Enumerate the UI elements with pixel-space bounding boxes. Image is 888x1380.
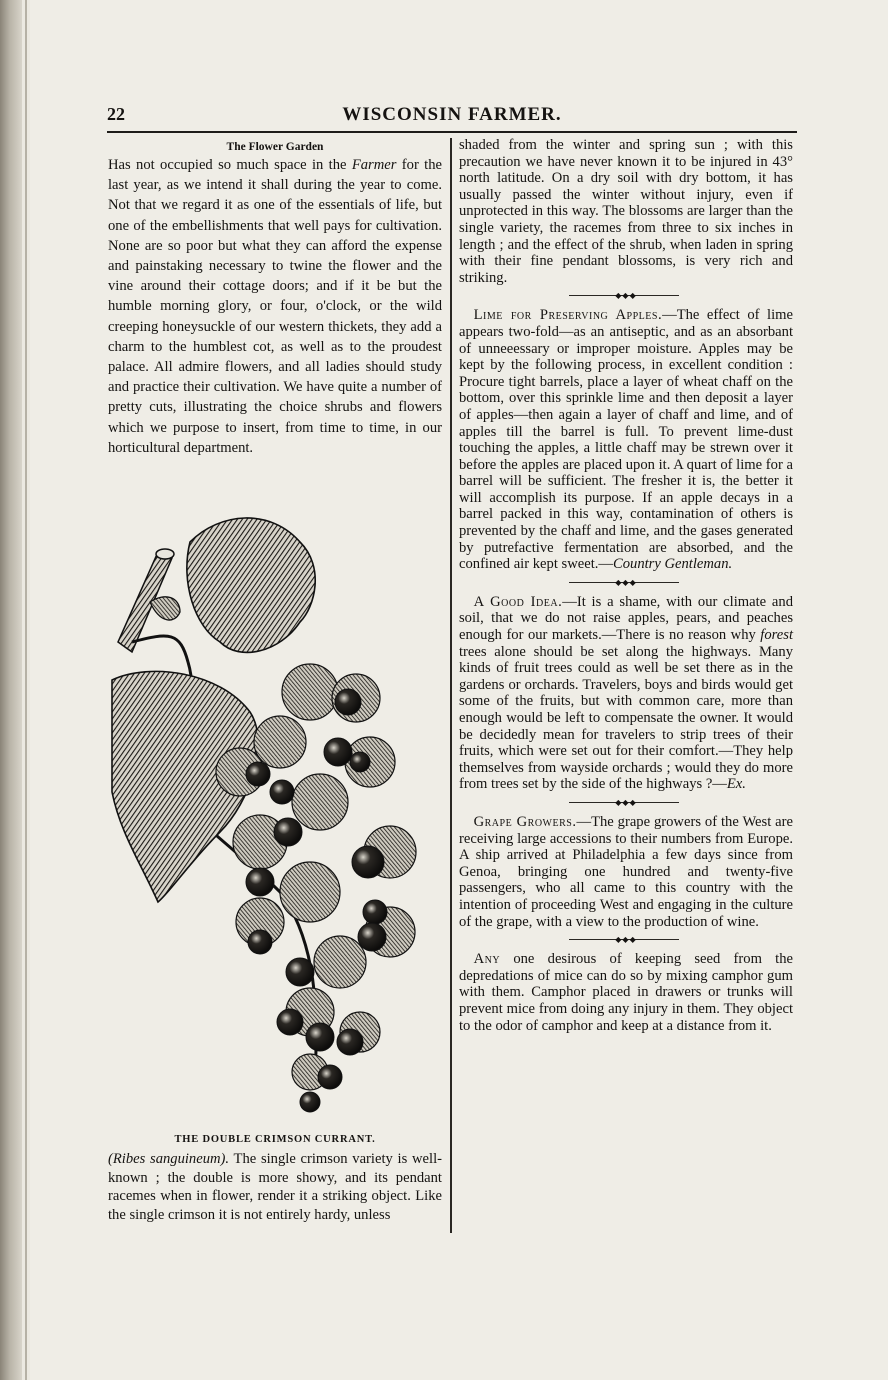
currant-engraving bbox=[110, 512, 442, 1122]
flower-garden-text-2: for the last year, as we intend it shall during the year to come. Not that we regard it as one of the essentials of life, but one of the embellishments that well pays for cultivation. None are so poor but what they can afford the expense and painstaking necessary to twine the flower and the vine around their cottage doors; and if it be but the humble morning glory, or four, o'clock, or the wild creeping honeysuckle of our western thickets, they add a charm to the humblest cot, as well as to the proudest palace. All admire flowers, and all ladies should study and practice their cultivation. We have quite a number of pretty cuts, illustrating the choice shrubs and flowers which we purpose to insert, from time to time, in our horticultural department. bbox=[108, 157, 442, 456]
flower-garden-body bbox=[108, 155, 442, 458]
currant-text: The single crimson variety is well-known ; the double is more showy, and its pendant racemes when in flower, render it a striking object. Like the single crimson it is not entirely hardy, unless bbox=[108, 1151, 442, 1223]
currant-description bbox=[108, 1150, 442, 1224]
left-column bbox=[108, 140, 442, 458]
separator-ornament: ◆◆◆ bbox=[615, 935, 637, 945]
separator-ornament: ◆◆◆ bbox=[615, 797, 637, 807]
good-idea-text-2: trees alone should be set along the highways. Many kinds of fruit trees could as well be set there as in the gardens or orchards. Travelers, boys and birds would get some of the fruits, but with common care, more than enough would be left to compensate the owner. It would be decidedly mean for travelers to strip trees of their fruits, which were set out for their comfort.—They help themselves from wayside orchards ; would they do more from trees set by the side of the highways ?— bbox=[459, 643, 793, 793]
book-binding-edge bbox=[0, 0, 22, 1380]
right-column bbox=[459, 137, 793, 1034]
grape-heading: Grape Growers. bbox=[473, 813, 577, 830]
grape-article bbox=[459, 814, 793, 930]
running-head: WISCONSIN FARMER. bbox=[342, 104, 562, 125]
figure-caption: THE DOUBLE CRIMSON CURRANT. bbox=[174, 1134, 376, 1145]
currant-latin-name: (Ribes sanguineum). bbox=[108, 1151, 230, 1167]
lime-source: Country Gentleman. bbox=[613, 556, 733, 573]
page-header bbox=[107, 104, 797, 130]
column-rule bbox=[450, 138, 452, 1233]
good-idea-forest-italic: forest bbox=[760, 627, 793, 644]
separator-ornament: ◆◆◆ bbox=[615, 291, 637, 301]
good-idea-article bbox=[459, 594, 793, 793]
currant-continued: shaded from the winter and spring sun ; with this precaution we have never known it to be injured in 43° north latitude. On a dry soil with dry bottom, it has usually passed the winter without injury, even if unprotected in this way. The blossoms are larger than the single variety, the racemes from three to six inches in length ; and the effect of the shrub, when laden in spring with their fine pendant blossoms, is very rich and striking. bbox=[459, 137, 793, 286]
good-idea-source: Ex. bbox=[726, 776, 746, 793]
article-separator bbox=[459, 796, 793, 810]
article-separator bbox=[459, 933, 793, 947]
article-separator bbox=[459, 576, 793, 590]
grape-text: —The grape growers of the West are receiving large accessions to their numbers from Europe. A ship arrived at Philadelphia a few days since from Genoa, bringing one hundred and twenty-five passengers, who all came to this country with the intention of proceeding West and engaging in the culture of the grape, with a view to the production of wine. bbox=[459, 813, 793, 930]
article-separator bbox=[459, 289, 793, 303]
currant-paragraph bbox=[108, 1150, 442, 1224]
flower-garden-text-1: Has not occupied so much space in the bbox=[108, 157, 352, 173]
seed-article bbox=[459, 951, 793, 1034]
header-rule bbox=[107, 131, 797, 133]
good-idea-text-1: —It is a shame, with our climate and soil, that we do not raise apples, pears, and peaches enough for our markets.—There is no reason why bbox=[459, 593, 794, 644]
separator-ornament: ◆◆◆ bbox=[615, 577, 637, 587]
page-number: 22 bbox=[107, 104, 125, 124]
flower-garden-title: The Flower Garden bbox=[226, 141, 324, 153]
seed-text: one desirous of keeping seed from the depredations of mice can do so by mixing camphor gum with them. Camphor placed in drawers or trunks will prevent mice from doing any injury in them. They object to the odor of camphor and keep at a distance from it. bbox=[459, 951, 793, 1034]
lime-article bbox=[459, 307, 793, 573]
seed-heading: Any bbox=[473, 951, 501, 968]
binding-gutter-line bbox=[25, 0, 27, 1380]
flower-garden-farmer-italic: Farmer bbox=[351, 157, 397, 173]
good-idea-heading: A Good Idea. bbox=[473, 593, 563, 610]
lime-text: —The effect of lime appears two-fold—as an antiseptic, and as an absorbant of unneeessary or improper moisture. Apples may be kept by the following process, in excellent condition : Procure tight barrels, place a layer of wheat chaff on the bottom, over this sprinkle lime and then deposit a layer of apples—then again a layer of chaff and lime, and of apples till the barrel is full. To prevent lime-dust touching the apples, a little chaff may be strewn over it before the apples are placed upon it. A quart of lime for a barrel will be sufficient. The fresher it is, the better it will accomplish its purpose. If an apple decays in a barrel packed in this way, contamination of others is prevented by the chaff and lime, and the gases generated by putrefactive fermentation are absorbed, and the confined air kept sweet.— bbox=[459, 307, 793, 573]
lime-heading: Lime for Preserving Apples. bbox=[473, 307, 663, 324]
